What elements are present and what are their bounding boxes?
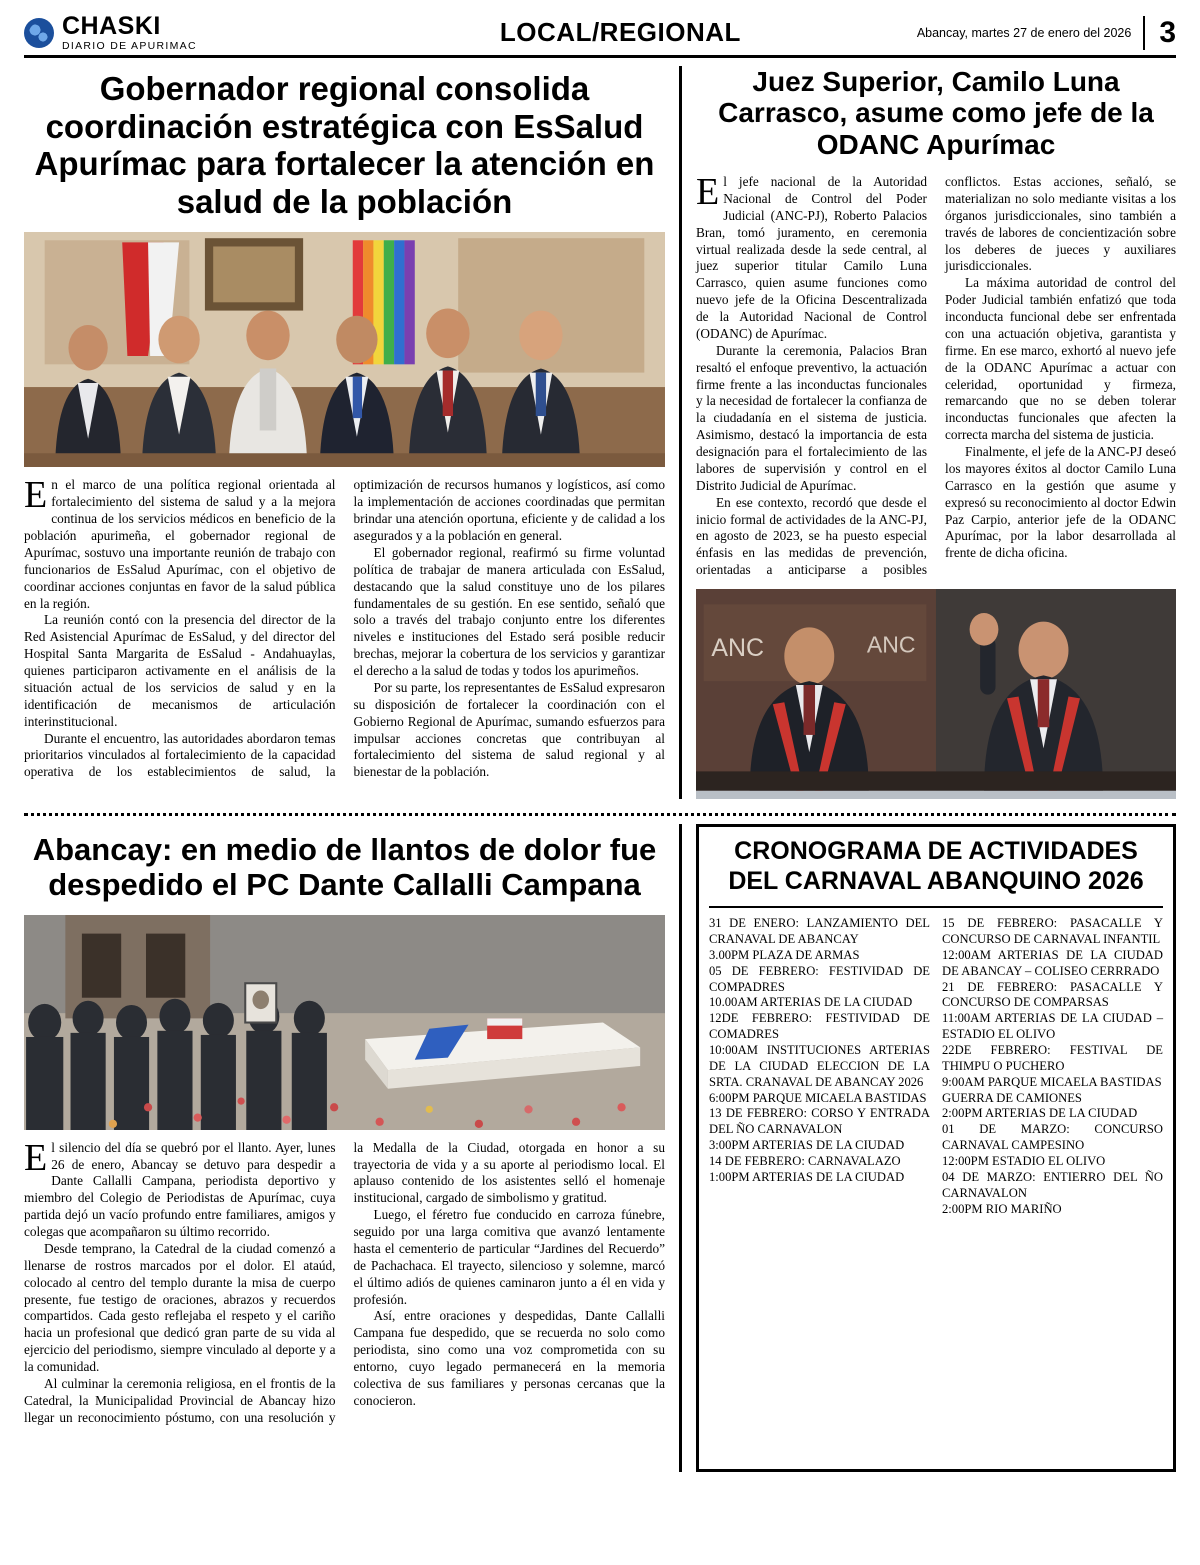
cronograma-item: 12:00PM ESTADIO EL OLIVO [942,1153,1106,1168]
cronograma-item: 9:00AM PARQUE MICAELA BASTIDAS [942,1074,1162,1089]
paragraph: Durante la ceremonia, Palacios Bran resaltó el enfoque preventivo, la actuación firme frente a las inconductas funcionales y la necesidad de fortalecer la confianza de la ciudadanía en el sistema de justicia. Asimismo, destacó la importancia de esta designación para el fortalecimiento de las labores de supervisión y control en el Distrito Judicial de Apurímac. [696,342,927,493]
cronograma-section [682,824,1176,1472]
cronograma-item: 10.00AM ARTERIAS DE LA CIUDAD [709,995,913,1010]
svg-text:ANC: ANC [866,631,916,658]
photo-governor-essalud-art [24,232,665,467]
issue-date: Abancay, martes 27 de enero del 2026 [916,25,1132,40]
page-number: 3 [1143,16,1176,50]
section-divider [24,813,1176,816]
article-right [682,66,1176,799]
masthead [24,11,1176,58]
cronograma-item: 31 DE ENERO: LANZAMIENTO DEL CRANAVAL DE ABANCAY [709,916,930,946]
cronograma-item: 6:00PM PARQUE MICAELA BASTIDAS [709,1090,927,1105]
top-section [24,66,1176,799]
paragraph: El silencio del día se quebró por el llanto. Ayer, lunes 26 de enero, Abancay se detuvo para despedir a Dante Callalli Campana, periodista deportivo y miembro del Colegio de Periodistas de Apurímac, cuya partida dejó un vacío profundo entre familiares, amigos y colegas que acompañaron su último recorrido. [24,1136,336,1240]
cronograma-item: 3:00PM ARTERIAS DE LA CIUDAD [709,1138,905,1153]
article-bottom [24,824,679,1472]
cronograma-item: 22DE FEBRERO: FESTIVAL DE THIMPU O PUCHERO [942,1042,1163,1073]
photo-funeral-procession [24,915,665,1130]
logo-title: CHASKI [62,11,161,40]
article-main-body [24,474,665,781]
article-main [24,66,679,799]
article-main-headline: Gobernador regional consolida coordinación estratégica con EsSalud Apurímac para fortalecer la atención en salud de la población [34,70,655,220]
photo-governor-essalud [24,232,665,467]
cronograma-item: 12DE FEBRERO: FESTIVIDAD DE COMADRES [709,1011,930,1042]
cronograma-item: 2:00PM RIO MARIÑO [942,1201,1062,1216]
date-and-page [917,16,1176,50]
logo-subtitle: DIARIO DE APURIMAC [62,39,197,52]
bottom-section [24,824,1176,1472]
svg-text:ANC: ANC [711,634,765,663]
paragraph: El gobernador regional, reafirmó su firme voluntad política de trabajar de manera articulada con EsSalud, destacando que la salud constituye uno de los pilares fundamentales de su gestión. En ese sentido, señaló que solo a través del trabajo conjunto entre los diferentes niveles e instituciones del Estado será posible reducir brechas, mejorar la cobertura de los servicios y garantizar el derecho a la salud de todas y todos los apurimeños. [353,544,665,679]
cronograma-item: 01 DE MARZO: CONCURSO CARNAVAL CAMPESINO [942,1122,1163,1153]
article-bottom-headline: Abancay: en medio de llantos de dolor fue despedido el PC Dante Callalli Campana [32,832,657,903]
paragraph: En el marco de una política regional orientada al fortalecimiento del sistema de salud y a la mejora continua de los servicios médicos en beneficio de la población apurimeña, el gobernador regional de Apurímac, sostuvo una importante reunión de trabajo con funcionarios de EsSalud Apurímac, con el objetivo de coordinar acciones conjuntas en favor de la salud pública en la región. [24,474,336,611]
paragraph: La máxima autoridad de control del Poder Judicial también enfatizó que toda inconducta funcional debe ser enfrentada con una actuación objetiva, garantista y firme. En ese marco, exhortó al nuevo jefe de la ODANC Apurímac a actuar con celeridad, oportunidad y firmeza, remarcando que no se deben tolerar inconductas funcionales que afecten la correcta marcha del sistema de justicia. [945,275,1176,443]
paragraph: El jefe nacional de la Autoridad Nacional de Control del Poder Judicial (ANC-PJ), Roberto Palacios Bran, tomó juramento, en ceremonia virtual realizada desde la sede central, al juez superior titular Camilo Luna Carrasco, quien asume funciones como nuevo jefe de la Oficina Descentralizada de la Autoridad Nacional de Control (ODANC) de Apurímac. [696,171,927,341]
cronograma-item: 11:00AM ARTERIAS DE LA CIUDAD – ESTADIO EL OLIVO [942,1011,1163,1042]
cronograma-item: 05 DE FEBRERO: FESTIVIDAD DE COMPADRES [709,963,930,994]
paragraph: Finalmente, el jefe de la ANC-PJ deseó los mayores éxitos al doctor Camilo Luna Carrasco en la gestión que asume y expresó su reconocimiento al doctor Edwin Paz Carpio, anterior jefe de la ODANC Apurímac, por la labor desarrollada al frente de dicha oficina. [945,444,1176,561]
article-bottom-body [24,1136,665,1427]
cronograma-column-right [942,916,1163,1217]
cronograma-item: 14 DE FEBRERO: CARNAVALAZO [709,1153,901,1168]
cronograma-item: 21 DE FEBRERO: PASACALLE Y CONCURSO DE COMPARSAS [942,979,1163,1010]
cronograma-box [696,824,1176,1472]
cronograma-item: 2:00PM ARTERIAS DE LA CIUDAD [942,1106,1138,1121]
cronograma-item: GUERRA DE CAMIONES [942,1090,1082,1105]
photo-judge-art [696,589,1176,791]
article-right-body [696,171,1176,579]
section-title: LOCAL/REGIONAL [499,17,741,47]
cronograma-item: 15 DE FEBRERO: PASACALLE Y CONCURSO DE CARNAVAL INFANTIL [942,916,1163,946]
paragraph: La reunión contó con la presencia del director de la Red Asistencial Apurímac de EsSalud, y del director del Hospital Santa Margarita de EsSalud - Andahuaylas, quienes participaron activamente en el análisis de la situación actual de los servicios de salud y en la identificación de mecanismos de articulación interinstitucional. [24,612,336,729]
cronograma-item: 3.00PM PLAZA DE ARMAS [709,947,860,962]
cronograma-title: CRONOGRAMA DE ACTIVIDADES DEL CARNAVAL ABANQUINO 2026 [728,837,1144,895]
cronograma-item: 13 DE FEBRERO: CORSO Y ENTRADA DEL ÑO CARNAVALON [709,1106,930,1137]
paragraph: Luego, el féretro fue conducido en carroza fúnebre, seguido por una larga comitiva que avanzó lentamente hasta el cementerio de particular “Jardines del Recuerdo” de Pachachaca. El trayecto, silencioso y solemne, marcó el último adiós de quienes caminaron junto a él en vida y profesión. [353,1207,665,1307]
paragraph: Por su parte, los representantes de EsSalud expresaron su disposición de fortalecer la coordinación con el Gobierno Regional de Apurímac, sumando esfuerzos para impulsar acciones concretas que contribuyan al fortalecimiento del sistema de salud regional y al bienestar de la población. [353,679,665,780]
article-right-headline: Juez Superior, Camilo Luna Carrasco, asume como jefe de la ODANC Apurímac [718,66,1154,160]
paragraph: Durante el encuentro, las autoridades abordaron temas prioritarios vinculados al fortalecimiento de la capacidad operativa de los establecimientos de salud, la optimización de recursos humanos y logísticos, así como la implementación de acciones coordinadas que permitan brindar una atención oportuna, eficiente y de calidad a los asegurados y a la población en general. [24,477,665,780]
cronograma-column-left [709,916,930,1217]
cronograma-item: 1:00PM ARTERIAS DE LA CIUDAD [709,1169,905,1184]
cronograma-item: 12:00AM ARTERIAS DE LA CIUDAD DE ABANCAY – COLISEO CERRRADO [942,947,1163,978]
paragraph: Desde temprano, la Catedral de la ciudad comenzó a llenarse de rostros marcados por el dolor. El ataúd, colocado al centro del templo durante la misa de cuerpo presente, fue testigo de oraciones, abrazos y recuerdos compartidos. Cada gesto reflejaba el respeto y el cariño hacia un profesional que dedicó gran parte de su vida al ejercicio del periodismo, siempre vinculado al deporte y a la comunidad. [24,1240,336,1375]
paragraph: Al culminar la ceremonia religiosa, en el frontis de la Catedral, la Municipalidad Provincial de Abancay hizo llegar un reconocimiento póstumo, con una resolución y la Medalla de la Ciudad, otorgada en honor a su trayectoria de vida y a su aporte al periodismo local. El aplauso contenido de los asistentes selló el homenaje institucional, cargado de simbolismo y gratitud. [24,1139,665,1425]
photo-funeral-art [24,915,665,1130]
paragraph: En ese contexto, recordó que desde el inicio formal de actividades de la ANC-PJ, en agosto de 2023, se ha puesto especial énfasis en las medidas de prevención, orientadas a anticiparse a posibles conflictos. Estas acciones, señaló, se materializan no solo mediante visitas a los órganos jurisdiccionales, sino también a través de labores de concientización sobre los deberes de jueces y auxiliares jurisdiccionales. [696,174,1176,578]
logo [24,11,324,52]
globe-icon [24,18,54,48]
cronograma-item: 10:00AM INSTITUCIONES ARTERIAS DE LA CIUDAD ELECCION DE LA SRTA. CRANAVAL DE ABANCAY 2026 [709,1042,930,1089]
paragraph: Así, entre oraciones y despedidas, Dante Callalli Campana fue despedido, que se recuerda no solo como periodista, sino como una voz comprometida con su entorno, cuyo legado permanecerá en la memoria colectiva de sus familiares y personas cercanas que la conocieron. [353,1308,665,1408]
cronograma-rule [709,906,1163,908]
cronograma-item: 04 DE MARZO: ENTIERRO DEL ÑO CARNAVALON [942,1169,1163,1200]
photo-judge-swearing-in [696,589,1176,799]
